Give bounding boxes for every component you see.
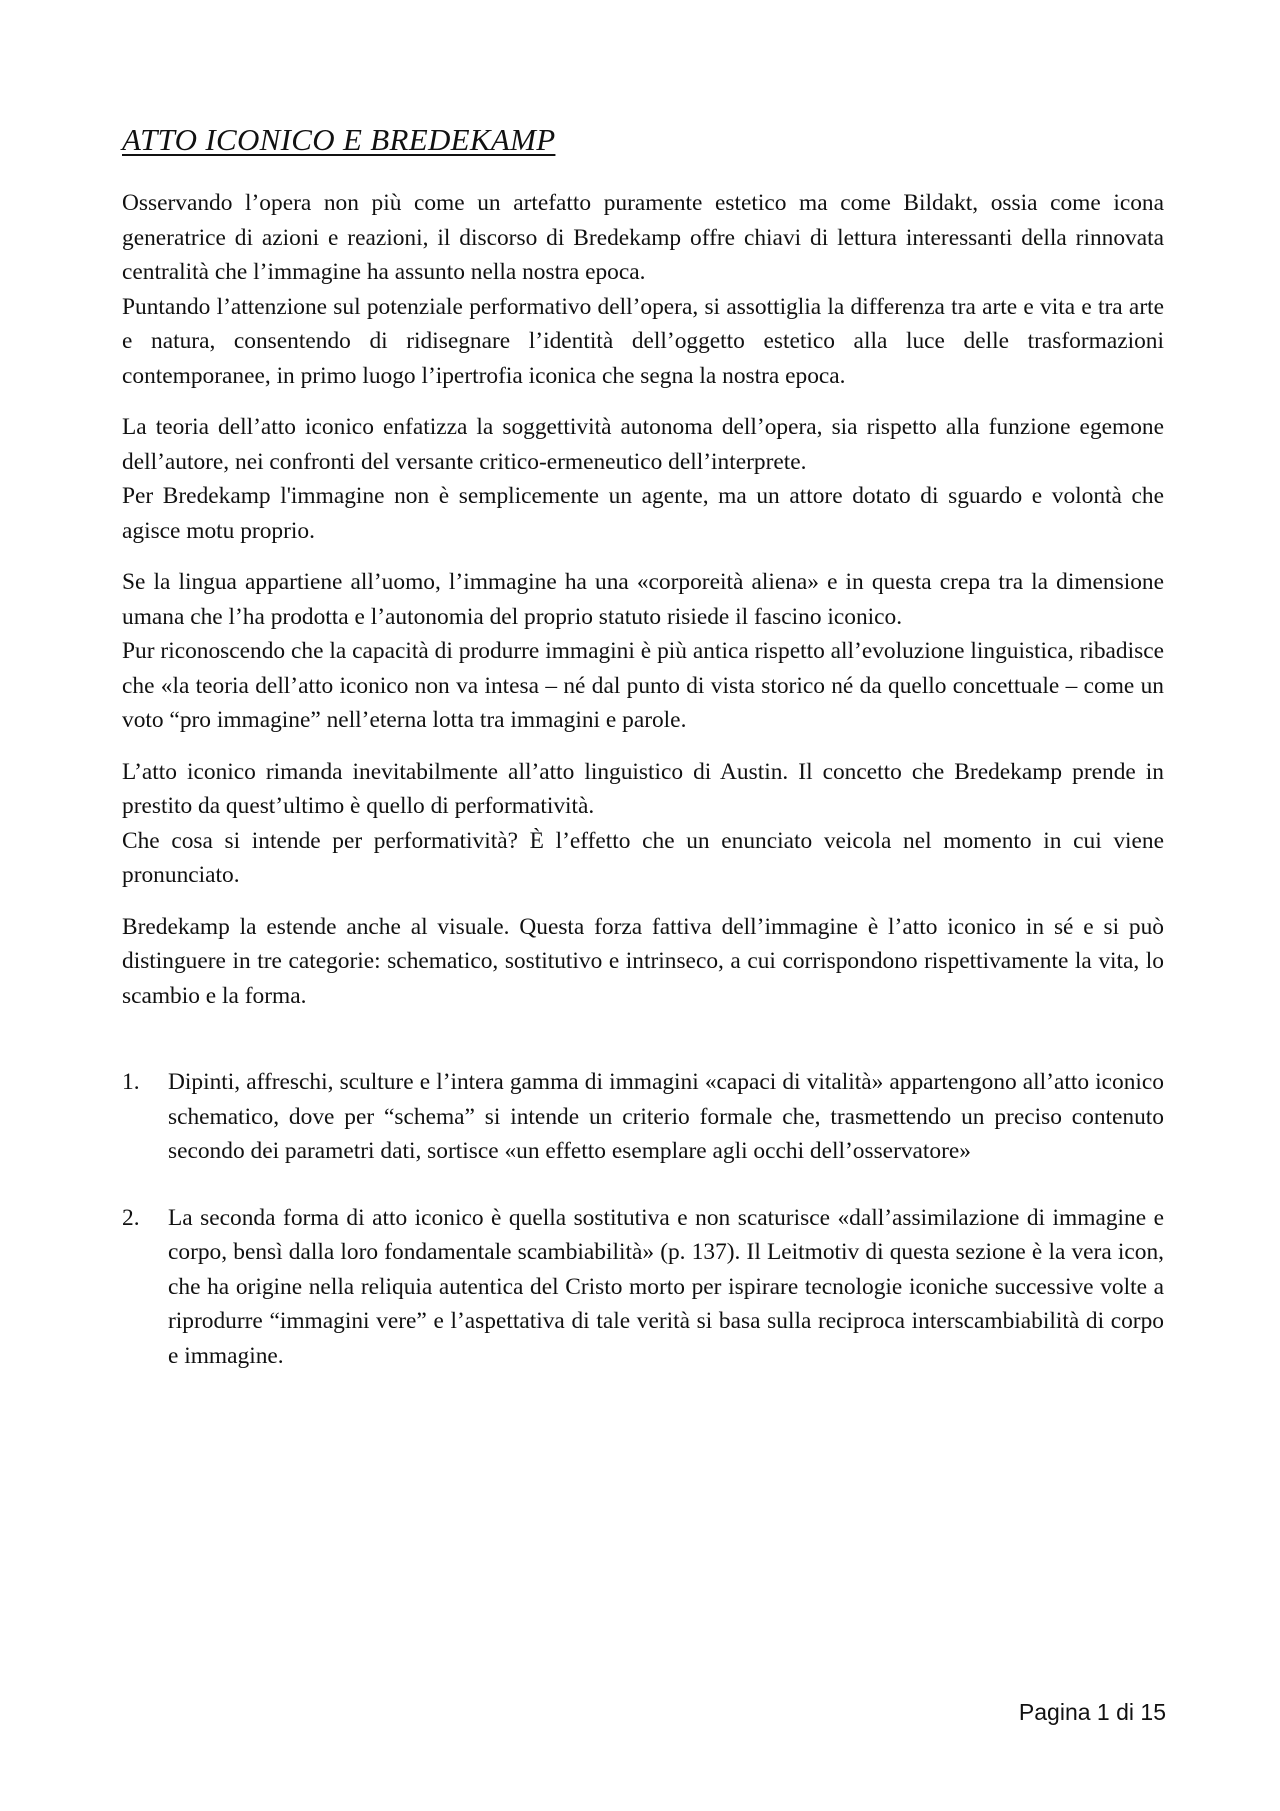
document-title: ATTO ICONICO E BREDEKAMP — [122, 122, 556, 157]
list-item — [122, 1065, 1164, 1169]
paragraph-autonomy: La teoria dell’atto iconico enfatizza la soggettività autonoma dell’opera, sia rispetto alla funzione egemone dell’autore, nei confronti del versante critico-ermeneutico dell’interprete. — [122, 414, 1164, 475]
list-item-number: 2. — [122, 1204, 140, 1231]
paragraph-intro: Osservando l’opera non più come un artefatto puramente estetico ma come Bildakt, ossia come icona generatrice di azioni e reazioni, il discorso di Bredekamp offre chiavi di lettura interessanti della rinnovata centralità che l’immagine ha assunto nella nostra epoca. — [122, 190, 1164, 285]
paragraph-performativity: Che cosa si intende per performatività? È l’effetto che un enunciato veicola nel momento in cui viene pronunciato. — [122, 827, 1164, 888]
list-item-text: Dipinti, affreschi, sculture e l’intera gamma di immagini «capaci di vitalità» appartengono all’atto iconico schematico, dove per “schema” si intende un criterio formale che, trasmettendo un preciso contenuto secondo dei parametri dati, sortisce «un effetto esemplare agli occhi dell’osservatore» — [168, 1069, 1164, 1164]
list-item-number: 1. — [122, 1069, 140, 1095]
paragraph-austin: L’atto iconico rimanda inevitabilmente all’atto linguistico di Austin. Il concetto che Bredekamp prende in prestito da quest’ultimo è quello di performatività. — [122, 758, 1164, 819]
paragraph-capacity: Pur riconoscendo che la capacità di produrre immagini è più antica rispetto all’evoluzione linguistica, ribadisce che «la teoria dell’atto iconico non va intesa – né dal punto di vista storico né da quello concettuale – come un voto “pro immagine” nell’eterna lotta tra immagini e parole. — [122, 638, 1164, 733]
list-item — [122, 1201, 1164, 1374]
paragraph-performative: Puntando l’attenzione sul potenziale performativo dell’opera, si assottiglia la differenza tra arte e vita e tra arte e natura, consentendo di ridisegnare l’identità dell’oggetto estetico alla luce delle trasformazioni contemporanee, in primo luogo l’ipertrofia iconica che segna la nostra epoca. — [122, 293, 1164, 389]
paragraph-language: Se la lingua appartiene all’uomo, l’immagine ha una «corporeità aliena» e in questa crepa tra la dimensione umana che l’ha prodotta e l’autonomia del proprio statuto risiede il fascino iconico. — [122, 569, 1164, 630]
numbered-list — [122, 1065, 1164, 1373]
list-item-text: La seconda forma di atto iconico è quella sostitutiva e non scaturisce «dall’assimilazione di immagine e corpo, bensì dalla loro fondamentale scambiabilità» (p. 137). Il Leitmotiv di questa sezione è la vera icon, che ha origine nella reliquia autentica del Cristo morto per ispirare tecnologie iconiche successive volte a riprodurre “immagini vere” e l’aspettativa di tale verità si basa sulla reciproca interscambiabilità di corpo e immagine. — [168, 1204, 1164, 1369]
paragraph-agent: Per Bredekamp l'immagine non è semplicemente un agente, ma un attore dotato di sguardo e volontà che agisce motu proprio. — [122, 483, 1164, 544]
paragraph-categories: Bredekamp la estende anche al visuale. Questa forza fattiva dell’immagine è l’atto iconico in sé e si può distinguere in tre categorie: schematico, sostitutivo e intrinseco, a cui corrispondono rispettivamente la vita, lo scambio e la forma. — [122, 913, 1164, 1009]
page-number-footer: Pagina 1 di 15 — [1018, 1699, 1166, 1725]
page-content — [122, 120, 1164, 1373]
